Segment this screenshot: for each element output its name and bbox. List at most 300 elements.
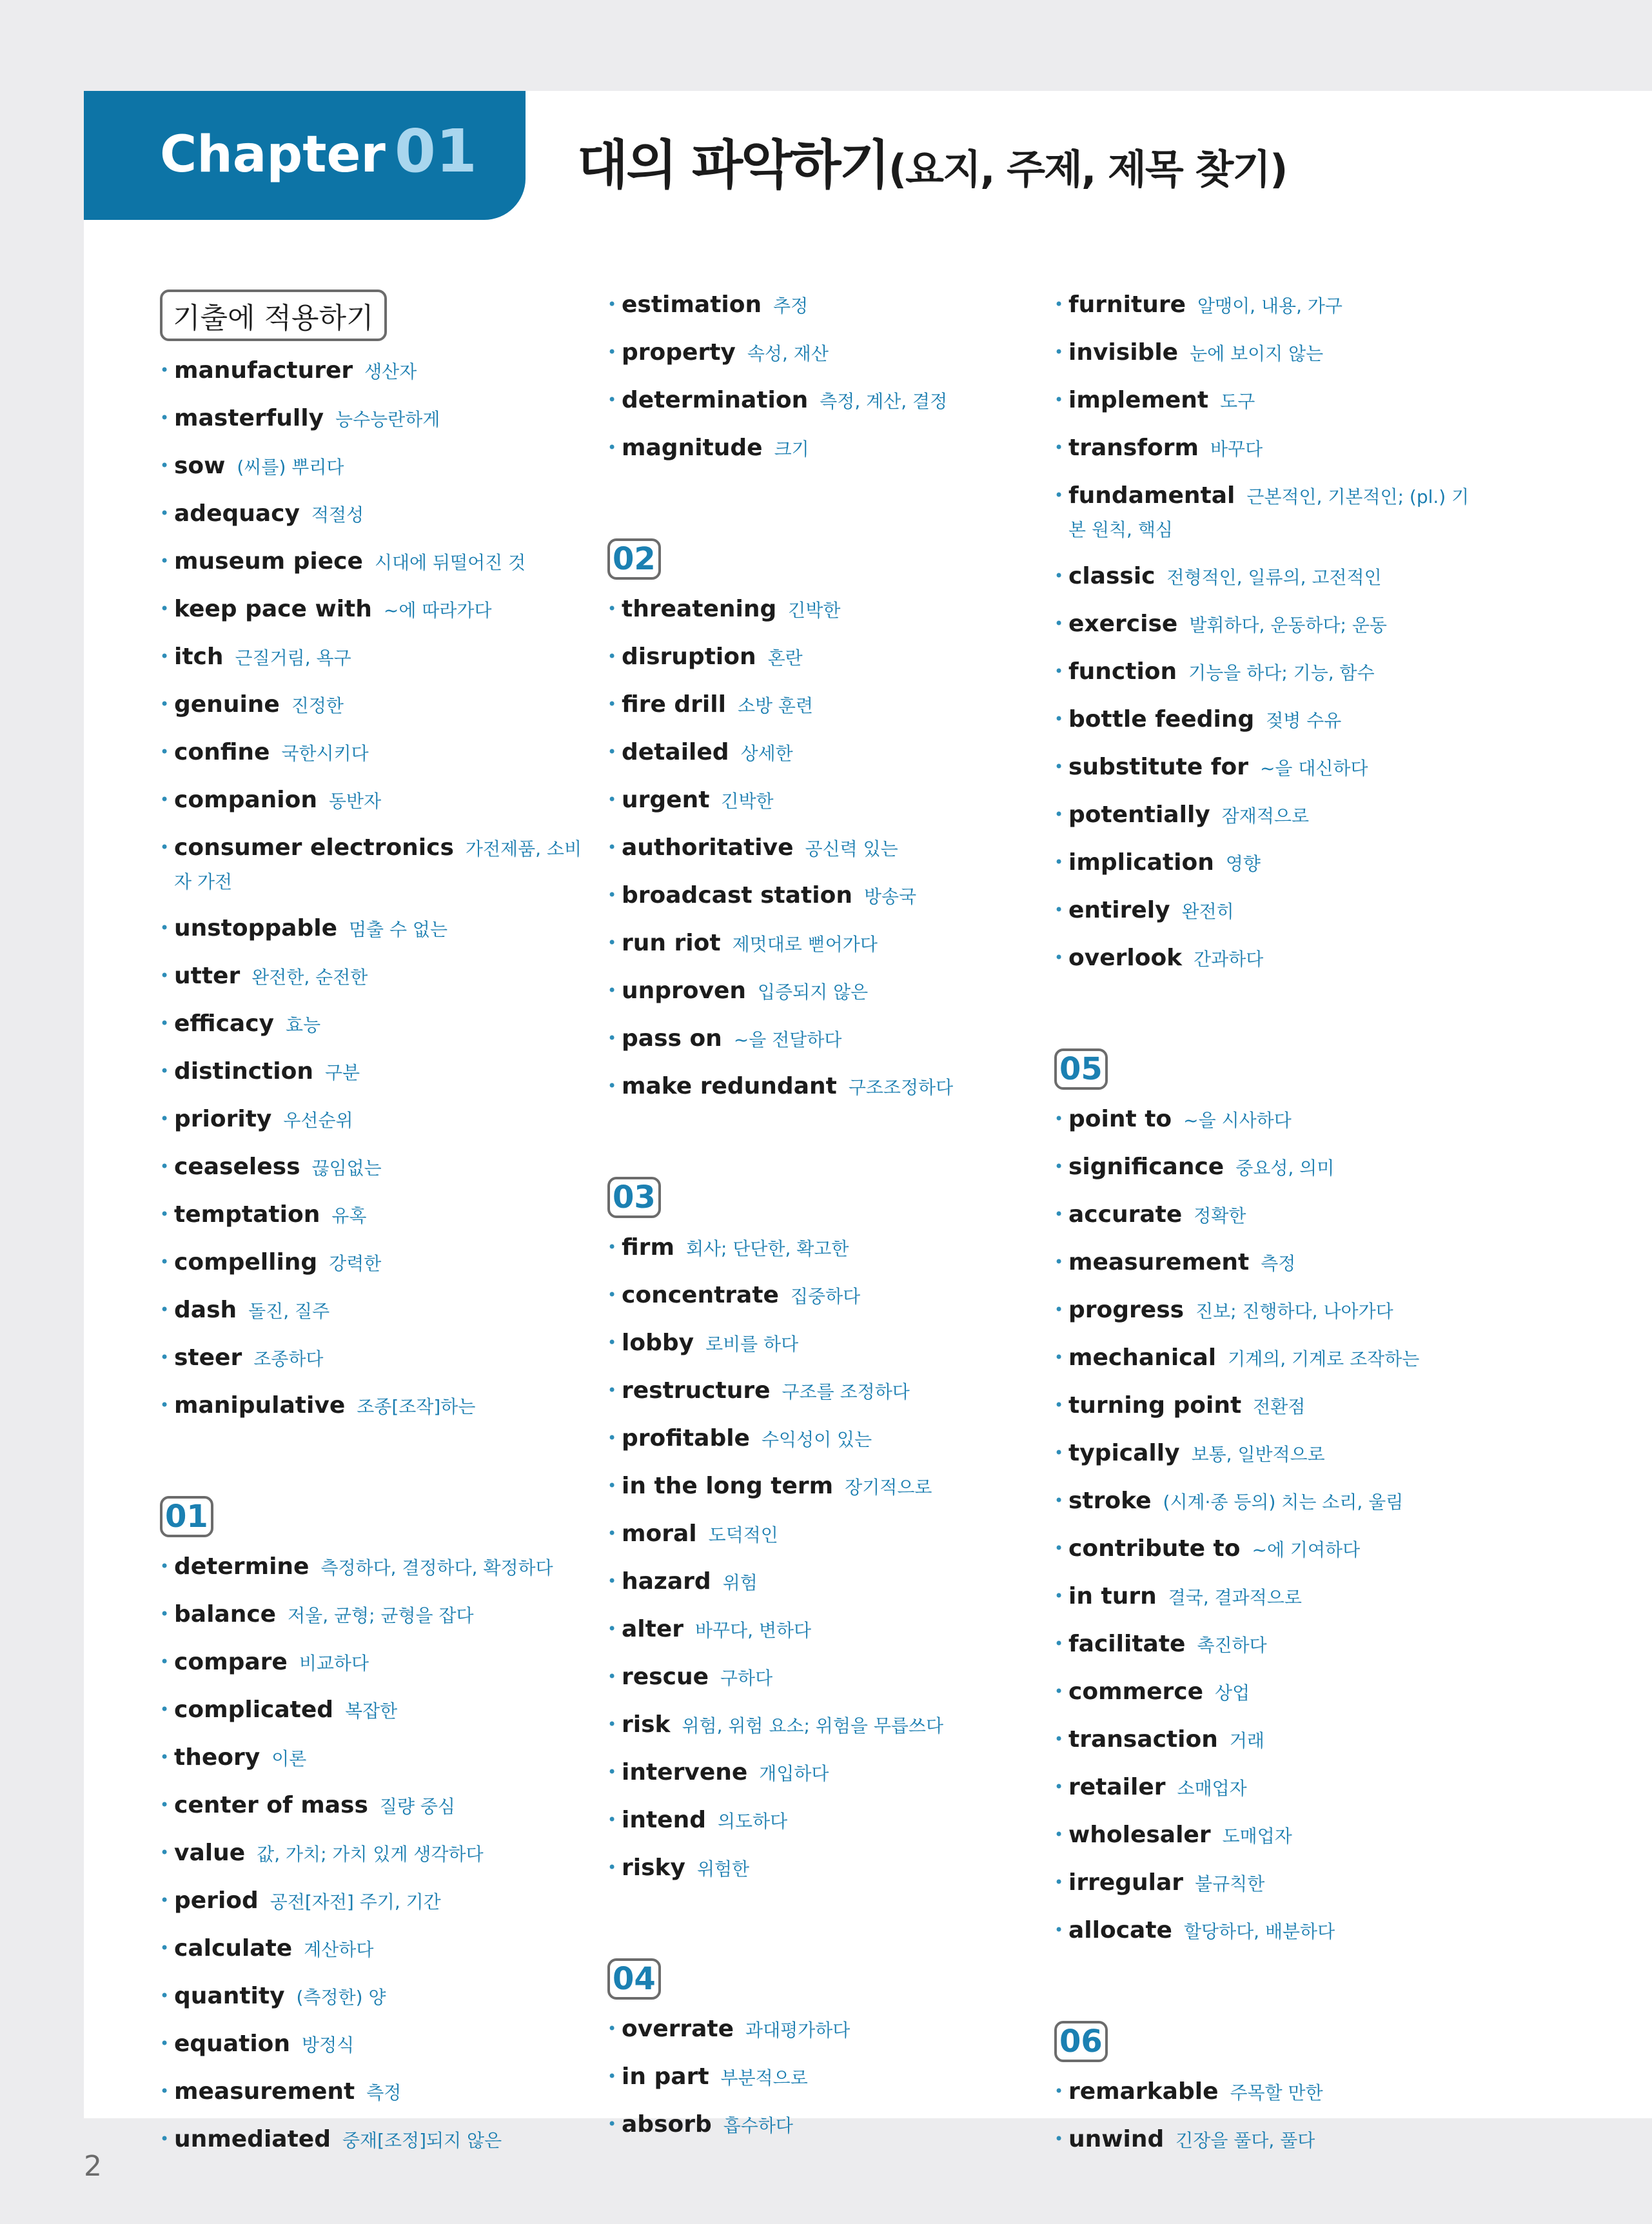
vocab-meaning: 바꾸다, 변하다 bbox=[695, 1620, 812, 1641]
vocab-meaning: 긴박한 bbox=[721, 791, 774, 812]
section-badge: 기출에 적용하기 bbox=[160, 290, 387, 341]
vocab-meaning: 소방 훈련 bbox=[737, 695, 814, 716]
vocab-entry bbox=[160, 2124, 585, 2158]
vocab-meaning: 전형적인, 일류의, 고전적인 bbox=[1166, 567, 1382, 588]
vocab-meaning: 질량 중심 bbox=[379, 1796, 455, 1817]
vocab-entry bbox=[1054, 1915, 1480, 1949]
vocab-entry bbox=[1054, 1486, 1480, 1520]
section-spacer bbox=[160, 1438, 585, 1496]
vocab-meaning: 집중하다 bbox=[790, 1286, 861, 1307]
vocab-meaning: 방정식 bbox=[302, 2034, 355, 2056]
vocab-entry bbox=[160, 1742, 585, 1776]
vocab-word: theory bbox=[174, 1744, 261, 1771]
vocab-meaning: 회사; 단단한, 확고한 bbox=[685, 1238, 849, 1259]
vocab-word: make redundant bbox=[622, 1073, 837, 1099]
vocab-meaning: 완전한, 순전한 bbox=[251, 967, 368, 988]
vocab-entry bbox=[1054, 290, 1480, 324]
vocab-word: risky bbox=[622, 1855, 685, 1881]
vocab-meaning: 돌진, 질주 bbox=[248, 1301, 330, 1322]
vocab-meaning: 로비를 하다 bbox=[705, 1333, 799, 1355]
vocab-entry bbox=[607, 737, 1033, 771]
vocab-entry bbox=[1054, 1295, 1480, 1329]
vocab-meaning: 복잡한 bbox=[345, 1700, 398, 1722]
vocab-entry bbox=[607, 1709, 1033, 1744]
vocab-entry bbox=[160, 1647, 585, 1681]
vocab-entry bbox=[607, 642, 1033, 676]
vocab-word: companion bbox=[174, 787, 317, 813]
vocab-entry bbox=[160, 832, 585, 900]
vocab-meaning: 저울, 균형; 균형을 잡다 bbox=[288, 1605, 474, 1626]
vocab-entry bbox=[1054, 800, 1480, 834]
vocab-entry bbox=[160, 961, 585, 995]
vocab-entry bbox=[1054, 1104, 1480, 1138]
vocab-word: determination bbox=[622, 387, 809, 413]
vocab-word: confine bbox=[174, 739, 270, 765]
vocab-word: genuine bbox=[174, 691, 280, 718]
vocab-meaning: 수익성이 있는 bbox=[761, 1429, 872, 1450]
vocab-word: efficacy bbox=[174, 1010, 275, 1037]
vocab-entry bbox=[607, 594, 1033, 628]
vocab-meaning: 방송국 bbox=[863, 886, 917, 907]
section-heading bbox=[607, 1177, 1033, 1232]
vocab-word: intend bbox=[622, 1807, 706, 1833]
vocab-word: manufacturer bbox=[174, 357, 353, 384]
vocab-word: consumer electronics bbox=[174, 834, 454, 861]
vocab-word: function bbox=[1068, 658, 1177, 685]
vocab-word: retailer bbox=[1068, 1774, 1166, 1800]
vocab-word: overlook bbox=[1068, 945, 1183, 971]
vocab-word: threatening bbox=[622, 596, 777, 622]
vocab-entry bbox=[160, 403, 585, 437]
vocab-entry bbox=[607, 2014, 1033, 2048]
vocab-entry bbox=[1054, 752, 1480, 786]
vocab-entry bbox=[1054, 2076, 1480, 2111]
vocab-entry bbox=[607, 1071, 1033, 1105]
vocab-entry bbox=[160, 1790, 585, 1824]
vocab-entry bbox=[160, 1199, 585, 1234]
vocab-entry bbox=[1054, 385, 1480, 419]
vocab-word: magnitude bbox=[622, 435, 763, 461]
vocab-word: measurement bbox=[174, 2078, 355, 2105]
vocab-entry bbox=[1054, 337, 1480, 371]
vocab-entry bbox=[1054, 2124, 1480, 2158]
vocab-word: concentrate bbox=[622, 1282, 779, 1308]
vocab-entry bbox=[1054, 1152, 1480, 1186]
vocab-entry bbox=[160, 1343, 585, 1377]
vocab-word: overrate bbox=[622, 2016, 734, 2042]
vocab-word: restructure bbox=[622, 1377, 771, 1404]
chapter-tab bbox=[84, 91, 526, 220]
vocab-word: broadcast station bbox=[622, 882, 852, 909]
vocab-meaning: 측정 bbox=[366, 2082, 402, 2103]
vocab-word: typically bbox=[1068, 1440, 1180, 1466]
vocab-word: furniture bbox=[1068, 291, 1186, 318]
vocab-meaning: 장기적으로 bbox=[845, 1477, 932, 1498]
vocab-meaning: 공신력 있는 bbox=[805, 838, 898, 860]
vocab-entry bbox=[1054, 1390, 1480, 1424]
vocab-entry bbox=[607, 1280, 1033, 1314]
vocab-word: ceaseless bbox=[174, 1154, 300, 1180]
vocab-entry bbox=[607, 2109, 1033, 2143]
vocab-meaning: 비교하다 bbox=[299, 1653, 369, 1674]
vocab-entry bbox=[607, 1423, 1033, 1457]
vocab-word: estimation bbox=[622, 291, 762, 318]
vocab-entry bbox=[1054, 1867, 1480, 1902]
section-heading bbox=[160, 1496, 585, 1551]
section-heading bbox=[160, 290, 585, 355]
vocab-entry bbox=[1054, 561, 1480, 595]
vocab-word: complicated bbox=[174, 1697, 334, 1723]
vocab-meaning: 입증되지 않은 bbox=[758, 981, 869, 1003]
vocab-word: progress bbox=[1068, 1297, 1185, 1323]
vocab-entry bbox=[607, 1805, 1033, 1839]
vocab-meaning: 조종하다 bbox=[253, 1348, 324, 1370]
section-heading bbox=[607, 1958, 1033, 2014]
vocab-meaning: 불규칙한 bbox=[1195, 1873, 1265, 1894]
vocab-word: moral bbox=[622, 1520, 697, 1547]
vocab-entry bbox=[607, 1566, 1033, 1600]
vocab-word: period bbox=[174, 1887, 259, 1914]
vocab-meaning: 긴박한 bbox=[788, 600, 841, 621]
vocab-entry bbox=[607, 1757, 1033, 1791]
vocab-entry bbox=[607, 1375, 1033, 1410]
vocab-word: fundamental bbox=[1068, 482, 1235, 509]
vocab-entry bbox=[607, 2062, 1033, 2096]
vocab-meaning: 계산하다 bbox=[304, 1939, 374, 1960]
vocab-meaning: ~에 기여하다 bbox=[1252, 1539, 1361, 1560]
vocab-meaning: 중요성, 의미 bbox=[1235, 1157, 1335, 1179]
vocab-entry bbox=[607, 976, 1033, 1010]
vocab-column-2 bbox=[607, 290, 1033, 2157]
vocab-meaning: 조종[조작]하는 bbox=[357, 1396, 476, 1417]
vocab-meaning: 중재[조정]되지 않은 bbox=[342, 2130, 502, 2151]
vocab-word: lobby bbox=[622, 1330, 694, 1356]
vocab-meaning: 주목할 만한 bbox=[1230, 2082, 1323, 2103]
vocab-entry bbox=[1054, 1629, 1480, 1663]
vocab-entry bbox=[1054, 704, 1480, 738]
vocab-meaning: 거래 bbox=[1229, 1730, 1264, 1751]
vocab-entry bbox=[1054, 1581, 1480, 1615]
vocab-entry bbox=[607, 832, 1033, 867]
chapter-number: 01 bbox=[394, 117, 477, 186]
vocab-entry bbox=[607, 1519, 1033, 1553]
vocab-meaning: 기계의, 기계로 조작하는 bbox=[1228, 1348, 1420, 1370]
vocab-word: alter bbox=[622, 1616, 684, 1642]
vocab-meaning: 도매업자 bbox=[1222, 1825, 1292, 1847]
vocab-meaning: 멈출 수 없는 bbox=[348, 919, 448, 940]
vocab-meaning: 전환점 bbox=[1253, 1396, 1306, 1417]
vocab-entry bbox=[1054, 847, 1480, 881]
vocab-entry bbox=[1054, 1677, 1480, 1711]
vocab-word: hazard bbox=[622, 1568, 711, 1595]
vocab-meaning: 제멋대로 뻗어가다 bbox=[732, 934, 878, 955]
vocab-word: irregular bbox=[1068, 1869, 1184, 1896]
page-number: 2 bbox=[84, 2150, 102, 2183]
vocab-word: center of mass bbox=[174, 1792, 368, 1818]
vocab-entry bbox=[1054, 1724, 1480, 1758]
vocab-entry bbox=[607, 928, 1033, 962]
vocab-word: rescue bbox=[622, 1664, 709, 1690]
vocab-meaning: 잠재적으로 bbox=[1221, 805, 1309, 827]
vocab-entry bbox=[160, 1885, 585, 1920]
vocab-meaning: 효능 bbox=[286, 1014, 321, 1036]
section-heading bbox=[1054, 1048, 1480, 1104]
vocab-word: firm bbox=[622, 1234, 674, 1261]
vocab-entry bbox=[607, 1232, 1033, 1266]
section-heading bbox=[1054, 2021, 1480, 2076]
vocab-entry bbox=[1054, 609, 1480, 643]
vocab-word: masterfully bbox=[174, 405, 324, 431]
page-sheet bbox=[84, 91, 1652, 2152]
vocab-word: transaction bbox=[1068, 1726, 1218, 1753]
vocab-entry bbox=[607, 290, 1033, 324]
vocab-meaning: 상업 bbox=[1215, 1682, 1250, 1704]
vocab-meaning: 측정 bbox=[1261, 1253, 1296, 1274]
vocab-meaning: 알맹이, 내용, 가구 bbox=[1197, 295, 1342, 317]
vocab-entry bbox=[160, 1981, 585, 2015]
vocab-word: detailed bbox=[622, 739, 729, 765]
vocab-entry bbox=[1054, 1533, 1480, 1568]
vocab-word: sow bbox=[174, 453, 226, 479]
vocab-word: transform bbox=[1068, 435, 1199, 461]
vocab-word: implication bbox=[1068, 849, 1214, 876]
vocab-meaning: 위험한 bbox=[696, 1858, 750, 1880]
vocab-word: balance bbox=[174, 1601, 277, 1628]
vocab-entry bbox=[160, 1838, 585, 1872]
vocab-word: mechanical bbox=[1068, 1344, 1217, 1371]
vocab-word: unmediated bbox=[174, 2126, 331, 2152]
vocab-meaning: 바꾸다 bbox=[1210, 438, 1263, 460]
vocab-meaning: 흡수하다 bbox=[723, 2115, 793, 2136]
vocab-meaning: 도구 bbox=[1220, 391, 1255, 412]
vocab-entry bbox=[607, 1023, 1033, 1058]
vocab-entry bbox=[607, 1471, 1033, 1505]
vocab-meaning: 완전히 bbox=[1181, 901, 1234, 922]
vocab-meaning: 값, 가치; 가치 있게 생각하다 bbox=[257, 1844, 484, 1865]
vocab-word: measurement bbox=[1068, 1249, 1250, 1275]
vocab-entry bbox=[160, 498, 585, 533]
vocab-column-1 bbox=[160, 290, 585, 2172]
vocab-word: manipulative bbox=[174, 1392, 346, 1419]
vocab-entry bbox=[607, 1662, 1033, 1696]
vocab-meaning: 동반자 bbox=[328, 791, 382, 812]
vocab-entry bbox=[160, 1056, 585, 1090]
section-badge: 03 bbox=[607, 1177, 661, 1218]
vocab-meaning: 도덕적인 bbox=[708, 1524, 778, 1546]
vocab-word: unstoppable bbox=[174, 915, 337, 941]
vocab-entry bbox=[160, 642, 585, 676]
vocab-meaning: 혼란 bbox=[767, 647, 803, 669]
vocab-entry bbox=[1054, 1772, 1480, 1806]
vocab-word: implement bbox=[1068, 387, 1209, 413]
vocab-word: steer bbox=[174, 1344, 242, 1371]
vocab-word: contribute to bbox=[1068, 1535, 1241, 1562]
vocab-meaning: 생산자 bbox=[364, 361, 417, 382]
vocab-entry bbox=[1054, 1247, 1480, 1281]
vocab-word: intervene bbox=[622, 1759, 748, 1786]
vocab-meaning: ~을 시사하다 bbox=[1183, 1110, 1292, 1131]
vocab-entry bbox=[607, 1614, 1033, 1648]
vocab-word: absorb bbox=[622, 2111, 712, 2138]
vocab-word: utter bbox=[174, 963, 241, 989]
vocab-word: classic bbox=[1068, 563, 1155, 589]
vocab-entry bbox=[1054, 895, 1480, 929]
vocab-meaning: 결국, 결과적으로 bbox=[1168, 1587, 1302, 1608]
vocab-word: fire drill bbox=[622, 691, 726, 718]
vocab-meaning: 공전[자전] 주기, 기간 bbox=[270, 1891, 441, 1913]
vocab-word: property bbox=[622, 339, 736, 366]
vocab-word: adequacy bbox=[174, 500, 300, 527]
vocab-word: remarkable bbox=[1068, 2078, 1219, 2105]
vocab-word: invisible bbox=[1068, 339, 1179, 366]
vocab-meaning: 간과하다 bbox=[1194, 949, 1264, 970]
vocab-meaning: 상세한 bbox=[740, 743, 793, 764]
vocab-meaning: (시계·종 등의) 치는 소리, 울림 bbox=[1163, 1491, 1404, 1513]
vocab-entry bbox=[160, 1551, 585, 1586]
vocab-entry bbox=[160, 1247, 585, 1281]
vocab-column-3 bbox=[1054, 290, 1480, 2172]
vocab-word: facilitate bbox=[1068, 1631, 1186, 1657]
vocab-word: temptation bbox=[174, 1201, 320, 1228]
vocab-meaning: 유혹 bbox=[331, 1205, 367, 1226]
vocab-entry bbox=[1054, 433, 1480, 467]
vocab-word: disruption bbox=[622, 644, 756, 670]
vocab-meaning: 구조조정하다 bbox=[848, 1077, 954, 1098]
vocab-entry bbox=[160, 594, 585, 628]
vocab-meaning: ~을 대신하다 bbox=[1259, 758, 1368, 779]
vocab-word: stroke bbox=[1068, 1488, 1152, 1514]
vocab-meaning: 구분 bbox=[324, 1062, 360, 1083]
vocab-entry bbox=[160, 1104, 585, 1138]
vocab-entry bbox=[1054, 1343, 1480, 1377]
vocab-meaning: 발휘하다, 운동하다; 운동 bbox=[1189, 615, 1387, 636]
vocab-entry bbox=[160, 785, 585, 819]
section-spacer bbox=[1054, 1963, 1480, 2021]
vocab-entry bbox=[160, 689, 585, 723]
vocab-entry bbox=[160, 1009, 585, 1043]
vocab-meaning: 강력한 bbox=[329, 1253, 382, 1274]
vocab-entry bbox=[607, 689, 1033, 723]
section-spacer bbox=[607, 480, 1033, 538]
vocab-word: entirely bbox=[1068, 897, 1170, 923]
vocab-entry bbox=[607, 1328, 1033, 1362]
vocab-meaning: 할당하다, 배분하다 bbox=[1183, 1921, 1335, 1942]
vocab-entry bbox=[160, 1295, 585, 1329]
vocab-word: compare bbox=[174, 1649, 288, 1675]
vocab-meaning: 구하다 bbox=[720, 1668, 773, 1689]
vocab-word: allocate bbox=[1068, 1917, 1172, 1944]
vocab-word: quantity bbox=[174, 1983, 285, 2009]
section-heading bbox=[607, 538, 1033, 594]
vocab-word: substitute for bbox=[1068, 754, 1248, 780]
vocab-entry bbox=[160, 737, 585, 771]
vocab-meaning: 측정하다, 결정하다, 확정하다 bbox=[320, 1557, 553, 1579]
vocab-entry bbox=[1054, 1199, 1480, 1234]
vocab-meaning: (씨를) 뿌리다 bbox=[237, 457, 344, 478]
vocab-meaning: 국한시키다 bbox=[281, 743, 369, 764]
vocab-meaning: 시대에 뒤떨어진 것 bbox=[374, 552, 526, 573]
vocab-meaning: 측정, 계산, 결정 bbox=[820, 391, 948, 412]
vocab-meaning: 크기 bbox=[774, 438, 809, 460]
vocab-word: urgent bbox=[622, 787, 710, 813]
vocab-word: distinction bbox=[174, 1058, 313, 1085]
vocab-entry bbox=[1054, 1820, 1480, 1854]
vocab-entry bbox=[607, 785, 1033, 819]
vocab-entry bbox=[160, 1390, 585, 1424]
vocab-meaning: 능수능란하게 bbox=[335, 409, 440, 430]
vocab-word: risk bbox=[622, 1711, 671, 1738]
vocab-word: pass on bbox=[622, 1025, 722, 1052]
vocab-entry bbox=[160, 2076, 585, 2111]
vocab-meaning: 근질거림, 욕구 bbox=[235, 647, 351, 669]
chapter-title bbox=[577, 123, 1287, 199]
vocab-meaning: 눈에 보이지 않는 bbox=[1190, 343, 1324, 364]
vocab-meaning: 기능을 하다; 기능, 함수 bbox=[1188, 662, 1375, 684]
vocab-entry bbox=[607, 433, 1033, 467]
vocab-entry bbox=[160, 1599, 585, 1633]
vocab-entry bbox=[160, 546, 585, 580]
vocab-entry bbox=[160, 913, 585, 947]
section-spacer bbox=[1054, 990, 1480, 1048]
vocab-word: itch bbox=[174, 644, 224, 670]
vocab-meaning: 끊임없는 bbox=[311, 1157, 382, 1179]
vocab-word: compelling bbox=[174, 1249, 318, 1275]
vocab-meaning: ~에 따라가다 bbox=[383, 600, 492, 621]
vocab-entry bbox=[160, 2029, 585, 2063]
vocab-entry bbox=[160, 1152, 585, 1186]
vocab-word: value bbox=[174, 1840, 246, 1866]
vocab-meaning: 이론 bbox=[271, 1748, 307, 1769]
vocab-word: unwind bbox=[1068, 2126, 1165, 2152]
vocab-entry bbox=[160, 1695, 585, 1729]
vocab-word: in part bbox=[622, 2063, 709, 2090]
chapter-label bbox=[160, 117, 477, 186]
vocab-meaning: 소매업자 bbox=[1177, 1778, 1247, 1799]
vocab-meaning: 근본적인, 기본적인; (pl.) 기본 원칙, 핵심 bbox=[1068, 486, 1470, 540]
vocab-meaning: 긴장을 풀다, 풀다 bbox=[1175, 2130, 1315, 2151]
vocab-meaning: 속성, 재산 bbox=[747, 343, 829, 364]
chapter-word: Chapter bbox=[160, 126, 386, 184]
vocab-entry bbox=[607, 1853, 1033, 1887]
vocab-word: profitable bbox=[622, 1425, 750, 1452]
vocab-word: equation bbox=[174, 2031, 291, 2057]
vocab-word: in the long term bbox=[622, 1473, 834, 1499]
vocab-meaning: (측정한) 양 bbox=[296, 1987, 386, 2008]
vocab-word: dash bbox=[174, 1297, 237, 1323]
vocab-word: wholesaler bbox=[1068, 1822, 1211, 1848]
vocab-word: in turn bbox=[1068, 1583, 1157, 1609]
vocab-word: museum piece bbox=[174, 548, 363, 575]
vocab-entry bbox=[607, 880, 1033, 914]
vocab-meaning: 젖병 수유 bbox=[1266, 710, 1342, 731]
section-badge: 01 bbox=[160, 1496, 213, 1537]
vocab-word: determine bbox=[174, 1553, 310, 1580]
vocab-entry bbox=[1054, 656, 1480, 691]
vocab-meaning: 구조를 조정하다 bbox=[782, 1381, 910, 1402]
vocab-meaning: 의도하다 bbox=[718, 1811, 788, 1832]
vocab-word: commerce bbox=[1068, 1678, 1204, 1705]
vocab-entry bbox=[1054, 943, 1480, 977]
vocab-word: priority bbox=[174, 1106, 272, 1132]
vocab-entry bbox=[160, 1933, 585, 1967]
vocab-word: keep pace with bbox=[174, 596, 372, 622]
vocab-meaning: 영향 bbox=[1225, 853, 1261, 874]
vocab-meaning: 위험 bbox=[722, 1572, 758, 1593]
vocab-word: turning point bbox=[1068, 1392, 1242, 1419]
chapter-title-sub: (요지, 주제, 제목 찾기) bbox=[888, 146, 1287, 193]
vocab-entry bbox=[607, 337, 1033, 371]
vocab-meaning: 가전제품, 소비자 가전 bbox=[174, 838, 582, 892]
